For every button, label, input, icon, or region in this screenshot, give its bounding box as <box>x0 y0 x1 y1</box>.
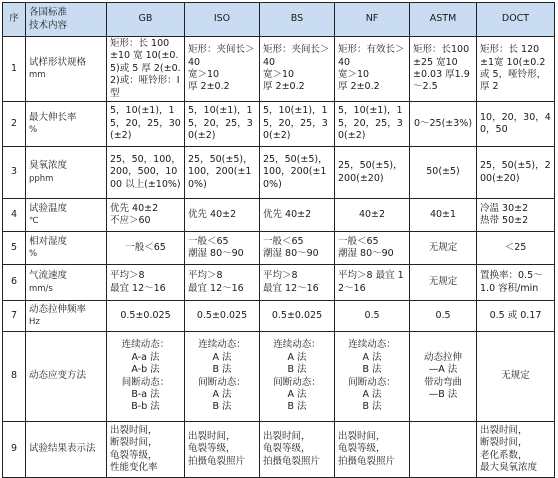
table-row <box>3 301 555 332</box>
bs-cell: 优先 40±2 <box>260 199 335 232</box>
iso-cell: 一般＜65 潮湿 80～90 <box>185 232 260 265</box>
astm-cell: 动态拉伸 —A 法 带动弯曲 —B 法 <box>410 332 477 422</box>
gb-cell: 一般＜65 <box>107 232 185 265</box>
property-cell <box>26 147 107 199</box>
astm-cell: 40±1 <box>410 199 477 232</box>
table-row <box>3 37 555 102</box>
astm-cell: 0～25(±3%) <box>410 102 477 147</box>
nf-cell: 25，50(±5)，200(±20) <box>335 147 410 199</box>
table-row <box>3 332 555 422</box>
header-bs: BS <box>260 3 335 37</box>
nf-cell: 连续动态： A 法 B 法 间断动态： A 法 B 法 <box>335 332 410 422</box>
astm-cell: 无规定 <box>410 232 477 265</box>
table-row <box>3 232 555 265</box>
property-cell <box>26 301 107 332</box>
doct-cell: 0.5 或 0.17 <box>477 301 555 332</box>
iso-cell: 25，50(±5)，100，200(±10%) <box>185 147 260 199</box>
nf-cell: 矩形：有效长＞40 宽＞10 厚 2±0.2 <box>335 37 410 102</box>
header-property: 各国标准 技术内容 <box>26 3 107 37</box>
gb-cell: 出裂时间， 断裂时间， 龟裂等级， 性能变化率 <box>107 422 185 478</box>
gb-cell: 平均＞8 最宜 12～16 <box>107 265 185 301</box>
table-row <box>3 102 555 147</box>
gb-cell: 连续动态： A-a 法 A-b 法 间断动态： B-a 法 B-b 法 <box>107 332 185 422</box>
property-name: 试验温度 <box>29 202 68 214</box>
doct-cell: 出裂时间， 断裂时间， 老化系数， 最大臭氧浓度 <box>477 422 555 478</box>
property-unit: mm/s <box>29 283 53 294</box>
nf-cell: 5，10(±1)，15，20，25，30(±2) <box>335 102 410 147</box>
nf-cell: 平均＞8 最宜 12～16 <box>335 265 410 301</box>
bs-cell: 25，50(±5)，100，200(±10%) <box>260 147 335 199</box>
doct-cell: 无规定 <box>477 332 555 422</box>
property-name: 动态拉伸频率 <box>29 303 87 315</box>
property-cell <box>26 199 107 232</box>
property-name: 气流速度 <box>29 270 68 282</box>
doct-cell: 置换率：0.5～1.0 容积/min <box>477 265 555 301</box>
table-header <box>3 3 555 37</box>
gb-cell: 优先 40±2 不应＞60 <box>107 199 185 232</box>
property-cell <box>26 422 107 478</box>
header-doct: DOCT <box>477 3 555 37</box>
gb-cell: 5，10(±1)，15，20，25，30(±2) <box>107 102 185 147</box>
gb-cell: 25，50，100，200，500，1000 以上(±10%) <box>107 147 185 199</box>
property-cell <box>26 332 107 422</box>
table-row <box>3 147 555 199</box>
property-unit: mm <box>29 70 46 81</box>
astm-cell: 0.5 <box>410 301 477 332</box>
table-row <box>3 199 555 232</box>
row-number: 9 <box>3 422 26 478</box>
astm-cell: 无规定 <box>410 265 477 301</box>
row-number: 3 <box>3 147 26 199</box>
bs-cell: 平均＞8 最宜 12～16 <box>260 265 335 301</box>
iso-cell: 0.5±0.025 <box>185 301 260 332</box>
property-unit: Hz <box>29 317 40 328</box>
doct-cell: 10，20，30，40，50 <box>477 102 555 147</box>
astm-cell <box>410 422 477 478</box>
row-number: 4 <box>3 199 26 232</box>
property-unit: ℃ <box>29 216 39 227</box>
table-body <box>3 37 555 478</box>
iso-cell: 连续动态： A 法 B 法 间断动态： A 法 B 法 <box>185 332 260 422</box>
property-name: 动态应变方法 <box>29 370 87 382</box>
doct-cell: 25，50(±5)，200(±20) <box>477 147 555 199</box>
iso-cell: 矩形：夹间长＞40 宽＞10 厚 2±0.2 <box>185 37 260 102</box>
property-cell <box>26 37 107 102</box>
row-number: 8 <box>3 332 26 422</box>
iso-cell: 平均＞8 最宜 12～16 <box>185 265 260 301</box>
table-row <box>3 422 555 478</box>
bs-cell: 出裂时间， 龟裂等级， 拍摄龟裂照片 <box>260 422 335 478</box>
property-cell <box>26 232 107 265</box>
doct-cell: 冷温 30±2 热带 50±2 <box>477 199 555 232</box>
property-name: 试样形状规格 <box>29 56 87 68</box>
nf-cell: 0.5 <box>335 301 410 332</box>
astm-cell: 50(±5) <box>410 147 477 199</box>
doct-cell: ＜25 <box>477 232 555 265</box>
property-cell <box>26 102 107 147</box>
iso-cell: 5，10(±1)，15，20，25，30(±2) <box>185 102 260 147</box>
gb-cell: 0.5±0.025 <box>107 301 185 332</box>
standards-comparison-table <box>2 2 555 478</box>
doct-cell: 矩形：长 120±1宽 10(±0.2 或 5，哑铃形，厚 2 <box>477 37 555 102</box>
header-nf: NF <box>335 3 410 37</box>
row-number: 2 <box>3 102 26 147</box>
header-gb: GB <box>107 3 185 37</box>
bs-cell: 0.5±0.025 <box>260 301 335 332</box>
property-name: 相对湿度 <box>29 235 68 247</box>
header-seq: 序 <box>3 3 26 37</box>
bs-cell: 一般＜65 潮湿 80～90 <box>260 232 335 265</box>
bs-cell: 连续动态： A 法 B 法 间断动态： A 法 B 法 <box>260 332 335 422</box>
property-unit: pphm <box>29 173 54 184</box>
header-row <box>3 3 555 37</box>
property-name: 试验结果表示法 <box>29 443 96 455</box>
property-name: 臭氧浓度 <box>29 160 68 172</box>
iso-cell: 出裂时间， 龟裂等级， 拍摄龟裂照片 <box>185 422 260 478</box>
row-number: 1 <box>3 37 26 102</box>
bs-cell: 矩形：夹间长＞40 宽＞10 厚 2±0.2 <box>260 37 335 102</box>
nf-cell: 40±2 <box>335 199 410 232</box>
header-iso: ISO <box>185 3 260 37</box>
property-unit: % <box>29 125 38 136</box>
iso-cell: 优先 40±2 <box>185 199 260 232</box>
gb-cell: 矩形：长 100±10 宽 10(±0.5)或 5 厚 2(±0.2)或：哑铃形：Ⅰ型 <box>107 37 185 102</box>
property-cell <box>26 265 107 301</box>
property-name: 最大伸长率 <box>29 111 77 123</box>
property-unit: % <box>29 249 38 260</box>
astm-cell: 矩形：长100±25 宽10±0.03 厚1.9～2.5 <box>410 37 477 102</box>
bs-cell: 5，10(±1)，15，20，25，30(±2) <box>260 102 335 147</box>
row-number: 5 <box>3 232 26 265</box>
nf-cell: 一般＜65 潮湿 80～90 <box>335 232 410 265</box>
row-number: 6 <box>3 265 26 301</box>
table-row <box>3 265 555 301</box>
standards-comparison-table-container <box>2 2 555 478</box>
row-number: 7 <box>3 301 26 332</box>
header-astm: ASTM <box>410 3 477 37</box>
nf-cell: 出裂时间， 龟裂等级， 拍摄龟裂照片 <box>335 422 410 478</box>
